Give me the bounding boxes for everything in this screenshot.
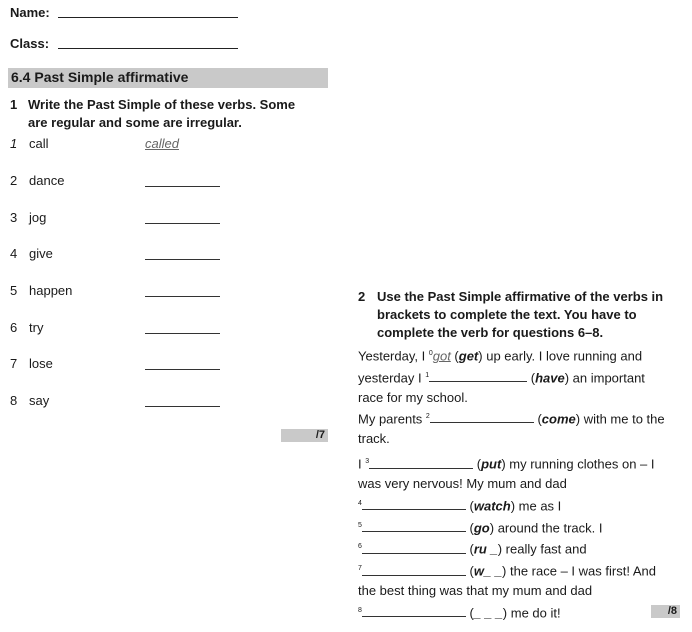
example-answer: got bbox=[432, 348, 451, 364]
text-line: $^4$ (watch) me as I bbox=[358, 498, 562, 514]
answer-blank[interactable] bbox=[145, 246, 220, 260]
text-line: race for my school. bbox=[358, 389, 468, 405]
text-line: track. bbox=[358, 430, 390, 446]
exercise2-instruction: Use the Past Simple affirmative of the verbs in brackets to complete the text. You have to complete the verb for questions 6–8. bbox=[377, 289, 664, 340]
exercise2-score: /8 bbox=[651, 605, 680, 618]
answer-blank[interactable] bbox=[145, 356, 220, 370]
exercise1-number: 1 bbox=[10, 97, 18, 112]
text-line: $^6$ (ru _) really fast and bbox=[358, 541, 587, 557]
answer-blank[interactable] bbox=[430, 411, 534, 423]
name-label: Name: bbox=[10, 5, 50, 20]
text-line: the best thing was that my mum and dad bbox=[358, 583, 593, 599]
answer-blank[interactable] bbox=[145, 173, 220, 187]
text-line: My parents $^2$ (come) with me to the bbox=[358, 411, 665, 427]
text-line: was very nervous! My mum and dad bbox=[358, 476, 567, 492]
exercise2-text bbox=[358, 344, 688, 622]
answer-blank[interactable] bbox=[429, 370, 527, 382]
class-field[interactable] bbox=[58, 48, 238, 49]
answer-blank[interactable] bbox=[362, 564, 466, 576]
text-line: $^7$ (w_ _) the race – I was first! And bbox=[358, 563, 656, 579]
text-line: $^8$ (_ _ _) me do it! bbox=[358, 604, 561, 620]
text-line: yesterday I $^1$ (have) an important bbox=[358, 370, 645, 386]
name-field[interactable] bbox=[58, 17, 238, 18]
exercise1-instruction: Write the Past Simple of these verbs. Some are regular and some are irregular. bbox=[28, 97, 296, 130]
class-label: Class: bbox=[10, 36, 50, 51]
example-answer: called bbox=[145, 136, 179, 151]
answer-blank[interactable] bbox=[362, 605, 466, 617]
answer-blank[interactable] bbox=[145, 320, 220, 334]
exercise1-score: /7 bbox=[281, 429, 328, 442]
exercise2-number: 2 bbox=[358, 289, 366, 304]
text-line: $^5$ (go) around the track. I bbox=[358, 519, 603, 535]
text-line: I $^3$ (put) my running clothes on – I bbox=[358, 456, 655, 472]
answer-blank[interactable] bbox=[362, 542, 466, 554]
text-line: Yesterday, I $^0$got (get) up early. I love running and bbox=[358, 348, 643, 364]
answer-blank[interactable] bbox=[362, 498, 466, 510]
section-header bbox=[8, 68, 328, 88]
section-title: 6.4 Past Simple affirmative bbox=[11, 69, 189, 85]
answer-blank[interactable] bbox=[369, 457, 473, 469]
answer-blank[interactable] bbox=[145, 210, 220, 224]
answer-blank[interactable] bbox=[145, 393, 220, 407]
answer-blank[interactable] bbox=[145, 283, 220, 297]
answer-blank[interactable] bbox=[362, 520, 466, 532]
